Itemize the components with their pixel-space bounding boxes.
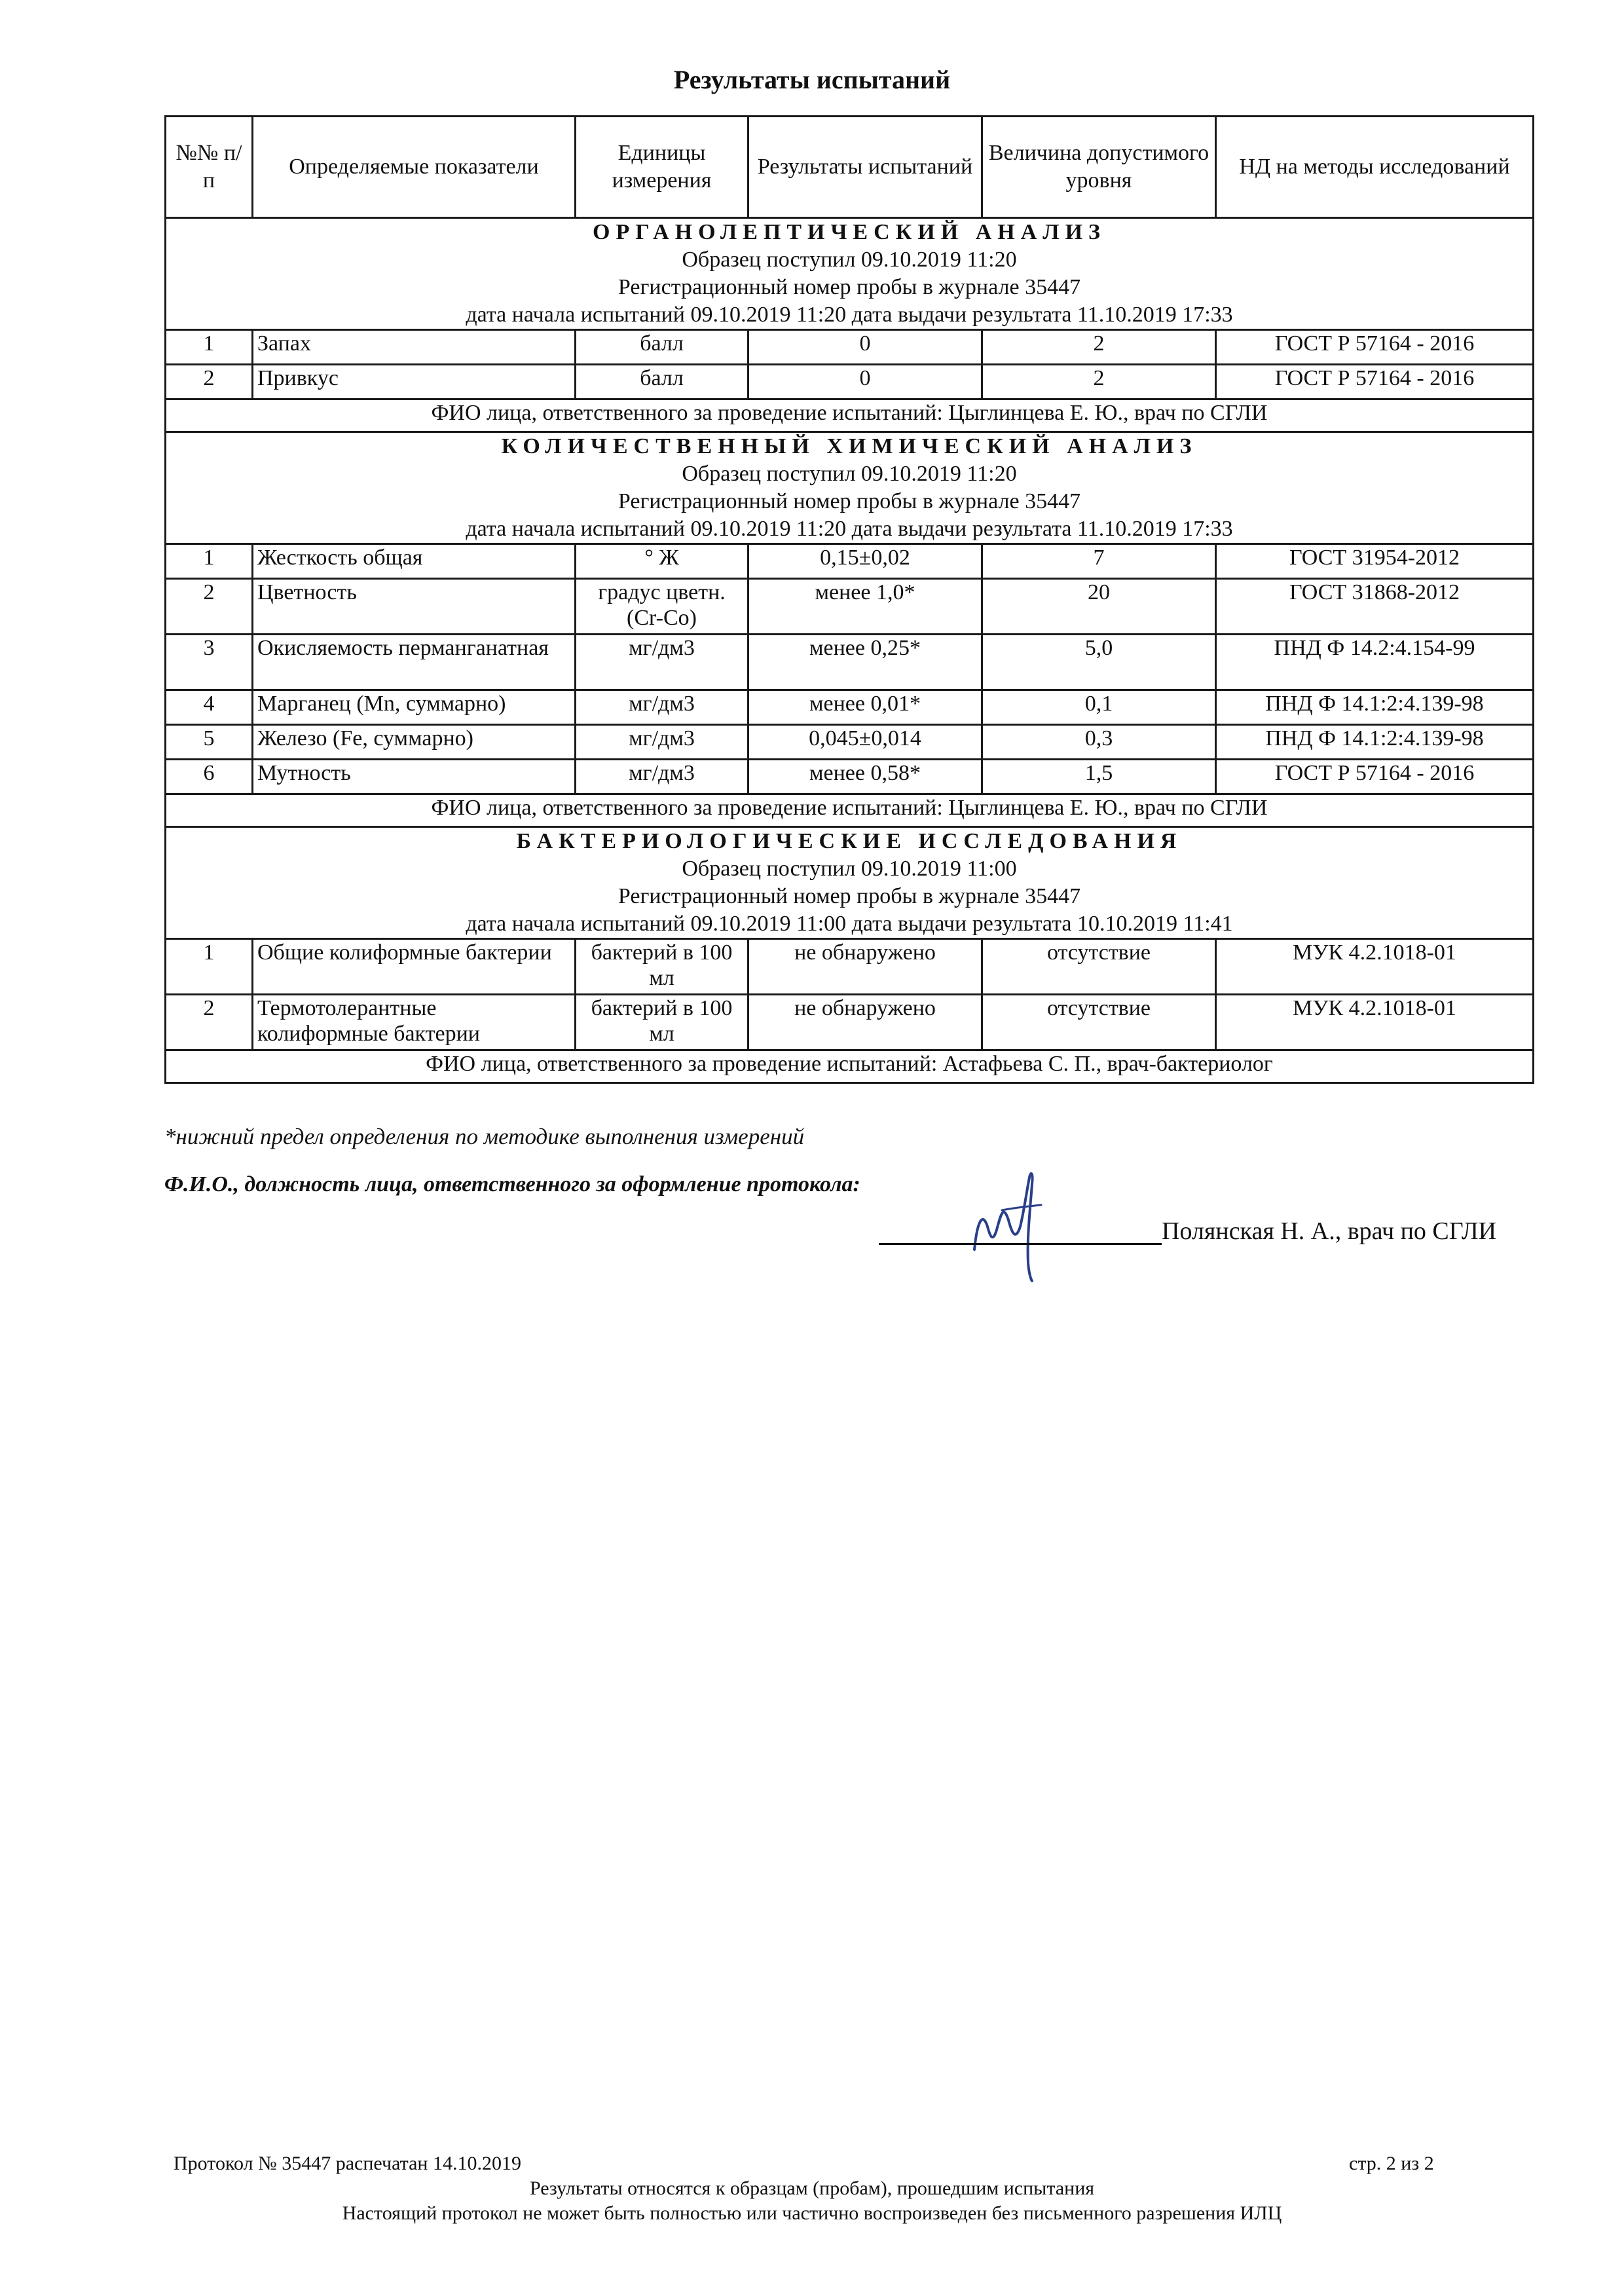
cell-result: 0	[748, 365, 982, 399]
cell-num: 4	[166, 690, 253, 725]
signature-label: Ф.И.О., должность лица, ответственного за оформление протокола:	[164, 1172, 860, 1196]
section-title: БАКТЕРИОЛОГИЧЕСКИЕ ИССЛЕДОВАНИЯ	[516, 829, 1183, 853]
table-row	[166, 579, 1534, 635]
footer-protocol: Протокол № 35447 распечатан 14.10.2019	[174, 2153, 521, 2174]
responsible-person: ФИО лица, ответственного за проведение испытаний: Цыглинцева Е. Ю., врач по СГЛИ	[166, 399, 1534, 432]
section-header-row	[166, 218, 1534, 330]
results-table	[164, 115, 1534, 1084]
cell-result: не обнаружено	[748, 995, 982, 1050]
cell-num: 3	[166, 635, 253, 690]
cell-limit: 5,0	[982, 635, 1216, 690]
cell-indicator: Мутность	[253, 760, 576, 794]
cell-method: ГОСТ 31868-2012	[1216, 579, 1534, 635]
cell-method: МУК 4.2.1018-01	[1216, 995, 1534, 1050]
test-dates: дата начала испытаний 09.10.2019 11:20 дата выдачи результата 11.10.2019 17:33	[466, 303, 1233, 327]
cell-limit: отсутствие	[982, 995, 1216, 1050]
cell-indicator: Марганец (Mn, суммарно)	[253, 690, 576, 725]
section-header-row	[166, 827, 1534, 939]
cell-num: 2	[166, 365, 253, 399]
cell-indicator: Термотолерантные колиформные бактерии	[253, 995, 576, 1050]
cell-result: 0	[748, 330, 982, 365]
responsible-row	[166, 399, 1534, 432]
header-num: №№ п/п	[166, 117, 253, 218]
cell-method: ГОСТ Р 57164 - 2016	[1216, 365, 1534, 399]
cell-result: менее 0,01*	[748, 690, 982, 725]
test-dates: дата начала испытаний 09.10.2019 11:20 дата выдачи результата 11.10.2019 17:33	[466, 517, 1233, 541]
header-limit: Величина допустимого уровня	[982, 117, 1216, 218]
cell-units: ° Ж	[576, 544, 748, 579]
cell-num: 1	[166, 544, 253, 579]
table-row	[166, 330, 1534, 365]
cell-units: мг/дм3	[576, 690, 748, 725]
responsible-row	[166, 794, 1534, 827]
cell-method: МУК 4.2.1018-01	[1216, 939, 1534, 995]
cell-units: градус цветн.(Cr-Co)	[576, 579, 748, 635]
sample-received: Образец поступил 09.10.2019 11:20	[682, 248, 1017, 272]
cell-num: 1	[166, 330, 253, 365]
table-row	[166, 995, 1534, 1050]
cell-limit: 0,3	[982, 725, 1216, 760]
cell-method: ПНД Ф 14.1:2:4.139-98	[1216, 725, 1534, 760]
registration-number: Регистрационный номер пробы в журнале 35447	[618, 884, 1081, 908]
section-header-row	[166, 432, 1534, 544]
cell-indicator: Привкус	[253, 365, 576, 399]
cell-units: бактерий в 100 мл	[576, 995, 748, 1050]
cell-limit: 7	[982, 544, 1216, 579]
section-header	[166, 827, 1534, 939]
cell-units: мг/дм3	[576, 635, 748, 690]
cell-num: 1	[166, 939, 253, 995]
cell-indicator: Цветность	[253, 579, 576, 635]
footer-page-number: стр. 2 из 2	[1349, 2153, 1434, 2174]
cell-units: мг/дм3	[576, 725, 748, 760]
cell-units: балл	[576, 365, 748, 399]
header-units: Единицы измерения	[576, 117, 748, 218]
cell-method: ГОСТ Р 57164 - 2016	[1216, 760, 1534, 794]
table-row	[166, 725, 1534, 760]
cell-result: менее 0,58*	[748, 760, 982, 794]
cell-units: мг/дм3	[576, 760, 748, 794]
header-results: Результаты испытаний	[748, 117, 982, 218]
table-row	[166, 760, 1534, 794]
cell-num: 2	[166, 995, 253, 1050]
cell-limit: 2	[982, 330, 1216, 365]
cell-num: 5	[166, 725, 253, 760]
cell-method: ПНД Ф 14.2:4.154-99	[1216, 635, 1534, 690]
section-title: ОРГАНОЛЕПТИЧЕСКИЙ АНАЛИЗ	[593, 220, 1106, 244]
registration-number: Регистрационный номер пробы в журнале 35447	[618, 489, 1081, 513]
cell-limit: 2	[982, 365, 1216, 399]
page-title: Результаты испытаний	[673, 65, 951, 94]
cell-indicator: Окисляемость перманганатная	[253, 635, 576, 690]
cell-indicator: Железо (Fe, суммарно)	[253, 725, 576, 760]
cell-indicator: Общие колиформные бактерии	[253, 939, 576, 995]
footnote: *нижний предел определения по методике выполнения измерений	[164, 1124, 805, 1149]
cell-limit: 0,1	[982, 690, 1216, 725]
table-header-row	[166, 117, 1534, 218]
cell-num: 6	[166, 760, 253, 794]
test-dates: дата начала испытаний 09.10.2019 11:00 дата выдачи результата 10.10.2019 11:41	[466, 912, 1233, 936]
cell-indicator: Жесткость общая	[253, 544, 576, 579]
sample-received: Образец поступил 09.10.2019 11:20	[682, 462, 1017, 486]
cell-method: ПНД Ф 14.1:2:4.139-98	[1216, 690, 1534, 725]
section-header	[166, 218, 1534, 330]
cell-limit: 1,5	[982, 760, 1216, 794]
registration-number: Регистрационный номер пробы в журнале 35447	[618, 275, 1081, 299]
cell-result: менее 0,25*	[748, 635, 982, 690]
section-title: КОЛИЧЕСТВЕННЫЙ ХИМИЧЕСКИЙ АНАЛИЗ	[501, 434, 1198, 458]
responsible-row	[166, 1050, 1534, 1083]
cell-limit: отсутствие	[982, 939, 1216, 995]
header-method: НД на методы исследований	[1216, 117, 1534, 218]
table-row	[166, 939, 1534, 995]
footer-note-2: Настоящий протокол не может быть полностью или частично воспроизведен без письменного разрешения ИЛЦ	[342, 2202, 1282, 2224]
cell-units: балл	[576, 330, 748, 365]
cell-limit: 20	[982, 579, 1216, 635]
footer-note-1: Результаты относятся к образцам (пробам), прошедшим испытания	[529, 2177, 1095, 2199]
cell-result: 0,15±0,02	[748, 544, 982, 579]
handwritten-signature	[963, 1164, 1067, 1282]
table-row	[166, 365, 1534, 399]
sample-received: Образец поступил 09.10.2019 11:00	[682, 857, 1017, 881]
table-row	[166, 635, 1534, 690]
table-row	[166, 544, 1534, 579]
cell-num: 2	[166, 579, 253, 635]
cell-result: 0,045±0,014	[748, 725, 982, 760]
cell-indicator: Запах	[253, 330, 576, 365]
header-indicator: Определяемые показатели	[253, 117, 576, 218]
cell-result: менее 1,0*	[748, 579, 982, 635]
signatory-name: Полянская Н. А., врач по СГЛИ	[1162, 1217, 1497, 1245]
responsible-person: ФИО лица, ответственного за проведение испытаний: Астафьева С. П., врач-бактериолог	[166, 1050, 1534, 1083]
cell-units: бактерий в 100 мл	[576, 939, 748, 995]
responsible-person: ФИО лица, ответственного за проведение испытаний: Цыглинцева Е. Ю., врач по СГЛИ	[166, 794, 1534, 827]
signature-line	[879, 1243, 1162, 1245]
table-row	[166, 690, 1534, 725]
cell-method: ГОСТ Р 57164 - 2016	[1216, 330, 1534, 365]
cell-result: не обнаружено	[748, 939, 982, 995]
section-header	[166, 432, 1534, 544]
cell-method: ГОСТ 31954-2012	[1216, 544, 1534, 579]
